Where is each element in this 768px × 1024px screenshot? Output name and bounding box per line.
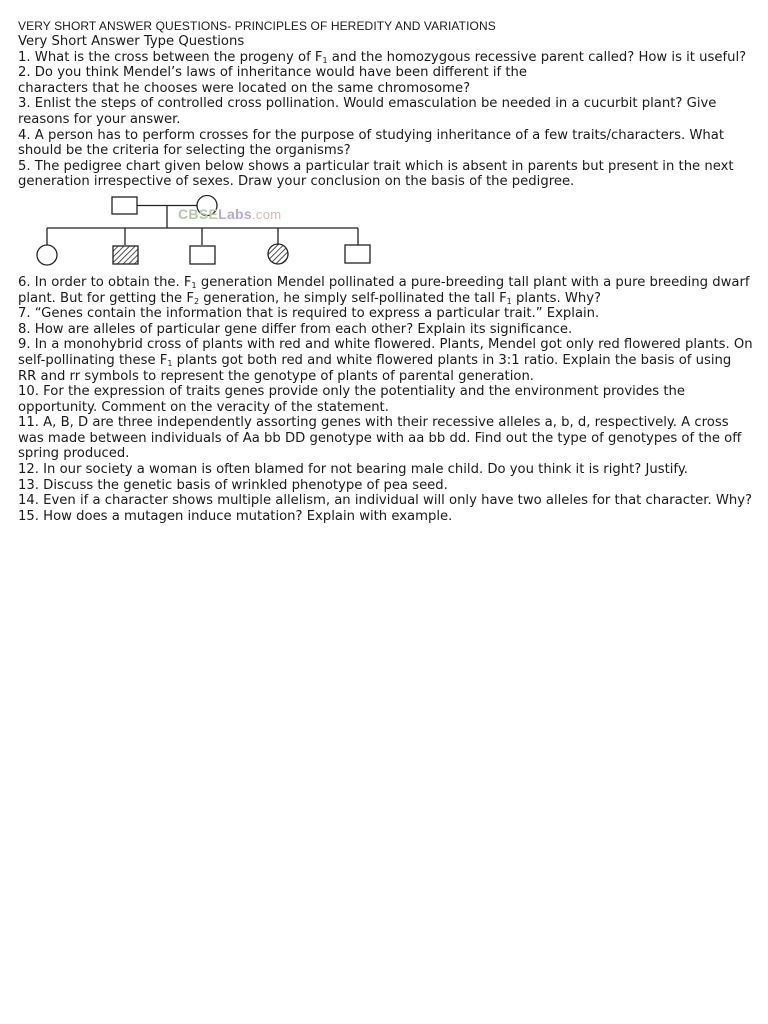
question-5: 5. The pedigree chart given below shows a particular trait which is absent in parents but present in the next generation irrespective of sexes. Draw your conclusion on the basis of the pedigree.	[18, 158, 734, 190]
question-7: 7. “Genes contain the information that is required to express a particular trait.” Explain.	[18, 306, 600, 322]
question-2-line-1: 2. Do you think Mendel’s laws of inheritance would have been different if the	[18, 65, 527, 81]
offspring-2-male-affected	[113, 246, 138, 264]
question-11: 11. A, B, D are three independently assorting genes with their recessive alleles a, b, d, respectively. A cross was made between individuals of Aa bb DD genotype with aa bb dd. Find out the type of genotypes of the off spring produced.	[18, 415, 742, 462]
parent-male-symbol	[112, 197, 137, 214]
pedigree-diagram	[18, 193, 378, 273]
question-15: 15. How does a mutagen induce mutation? Explain with example.	[18, 508, 453, 524]
question-10: 10. For the expression of traits genes provide only the potentiality and the environment provides the opportunity. Comment on the veracity of the statement.	[18, 384, 685, 415]
watermark-logo: CBSELabs.com	[178, 205, 282, 222]
question-12: 12. In our society a woman is often blamed for not bearing male child. Do you think it is right? Justify.	[18, 462, 688, 478]
question-6: 6. In order to obtain the. $F_1$ generation Mendel pollinated a pure-breeding tall plant with a pure breeding dwarf plant. But for getting the $F_2$ generation, he simply self-pollinated the tall $F_1$ plants. Why?	[18, 274, 750, 306]
question-1: 1. What is the cross between the progeny of $F_1$ and the homozygous recessive parent called? How is it useful?	[18, 49, 747, 65]
document-header: VERY SHORT ANSWER QUESTIONS- PRINCIPLES OF HEREDITY AND VARIATIONS	[18, 19, 496, 33]
document-body	[18, 34, 753, 524]
question-8: 8. How are alleles of particular gene differ from each other? Explain its significance.	[18, 321, 573, 337]
question-13: 13. Discuss the genetic basis of wrinkled phenotype of pea seed.	[18, 477, 448, 493]
question-2	[18, 65, 753, 96]
question-4: 4. A person has to perform crosses for the purpose of studying inheritance of a few traits/characters. What should be the criteria for selecting the organisms?	[18, 127, 725, 159]
offspring-1-female-unaffected	[37, 245, 57, 265]
question-2-line-2: characters that he chooses were located on the same chromosome?	[18, 80, 471, 96]
document-page	[18, 19, 753, 524]
question-3: 3. Enlist the steps of controlled cross pollination. Would emasculation be needed in a cucurbit plant? Give reasons for your answer.	[18, 96, 717, 127]
offspring-3-male-unaffected	[190, 246, 215, 264]
question-9: 9. In a monohybrid cross of plants with red and white flowered. Plants, Mendel got only red flowered plants. On self-pollinating these $F_1$ plants got both red and white flowered plants in 3:1 ratio. Explain the basis of using RR and rr symbols to represent the genotype of plants of parental generation.	[18, 337, 753, 384]
pedigree-chart	[18, 193, 753, 273]
section-subtitle: Very Short Answer Type Questions	[18, 34, 245, 49]
question-14: 14. Even if a character shows multiple allelism, an individual will only have two alleles for that character. Why?	[18, 493, 753, 509]
offspring-5-male-unaffected	[345, 245, 370, 263]
offspring-4-female-affected	[268, 244, 288, 264]
